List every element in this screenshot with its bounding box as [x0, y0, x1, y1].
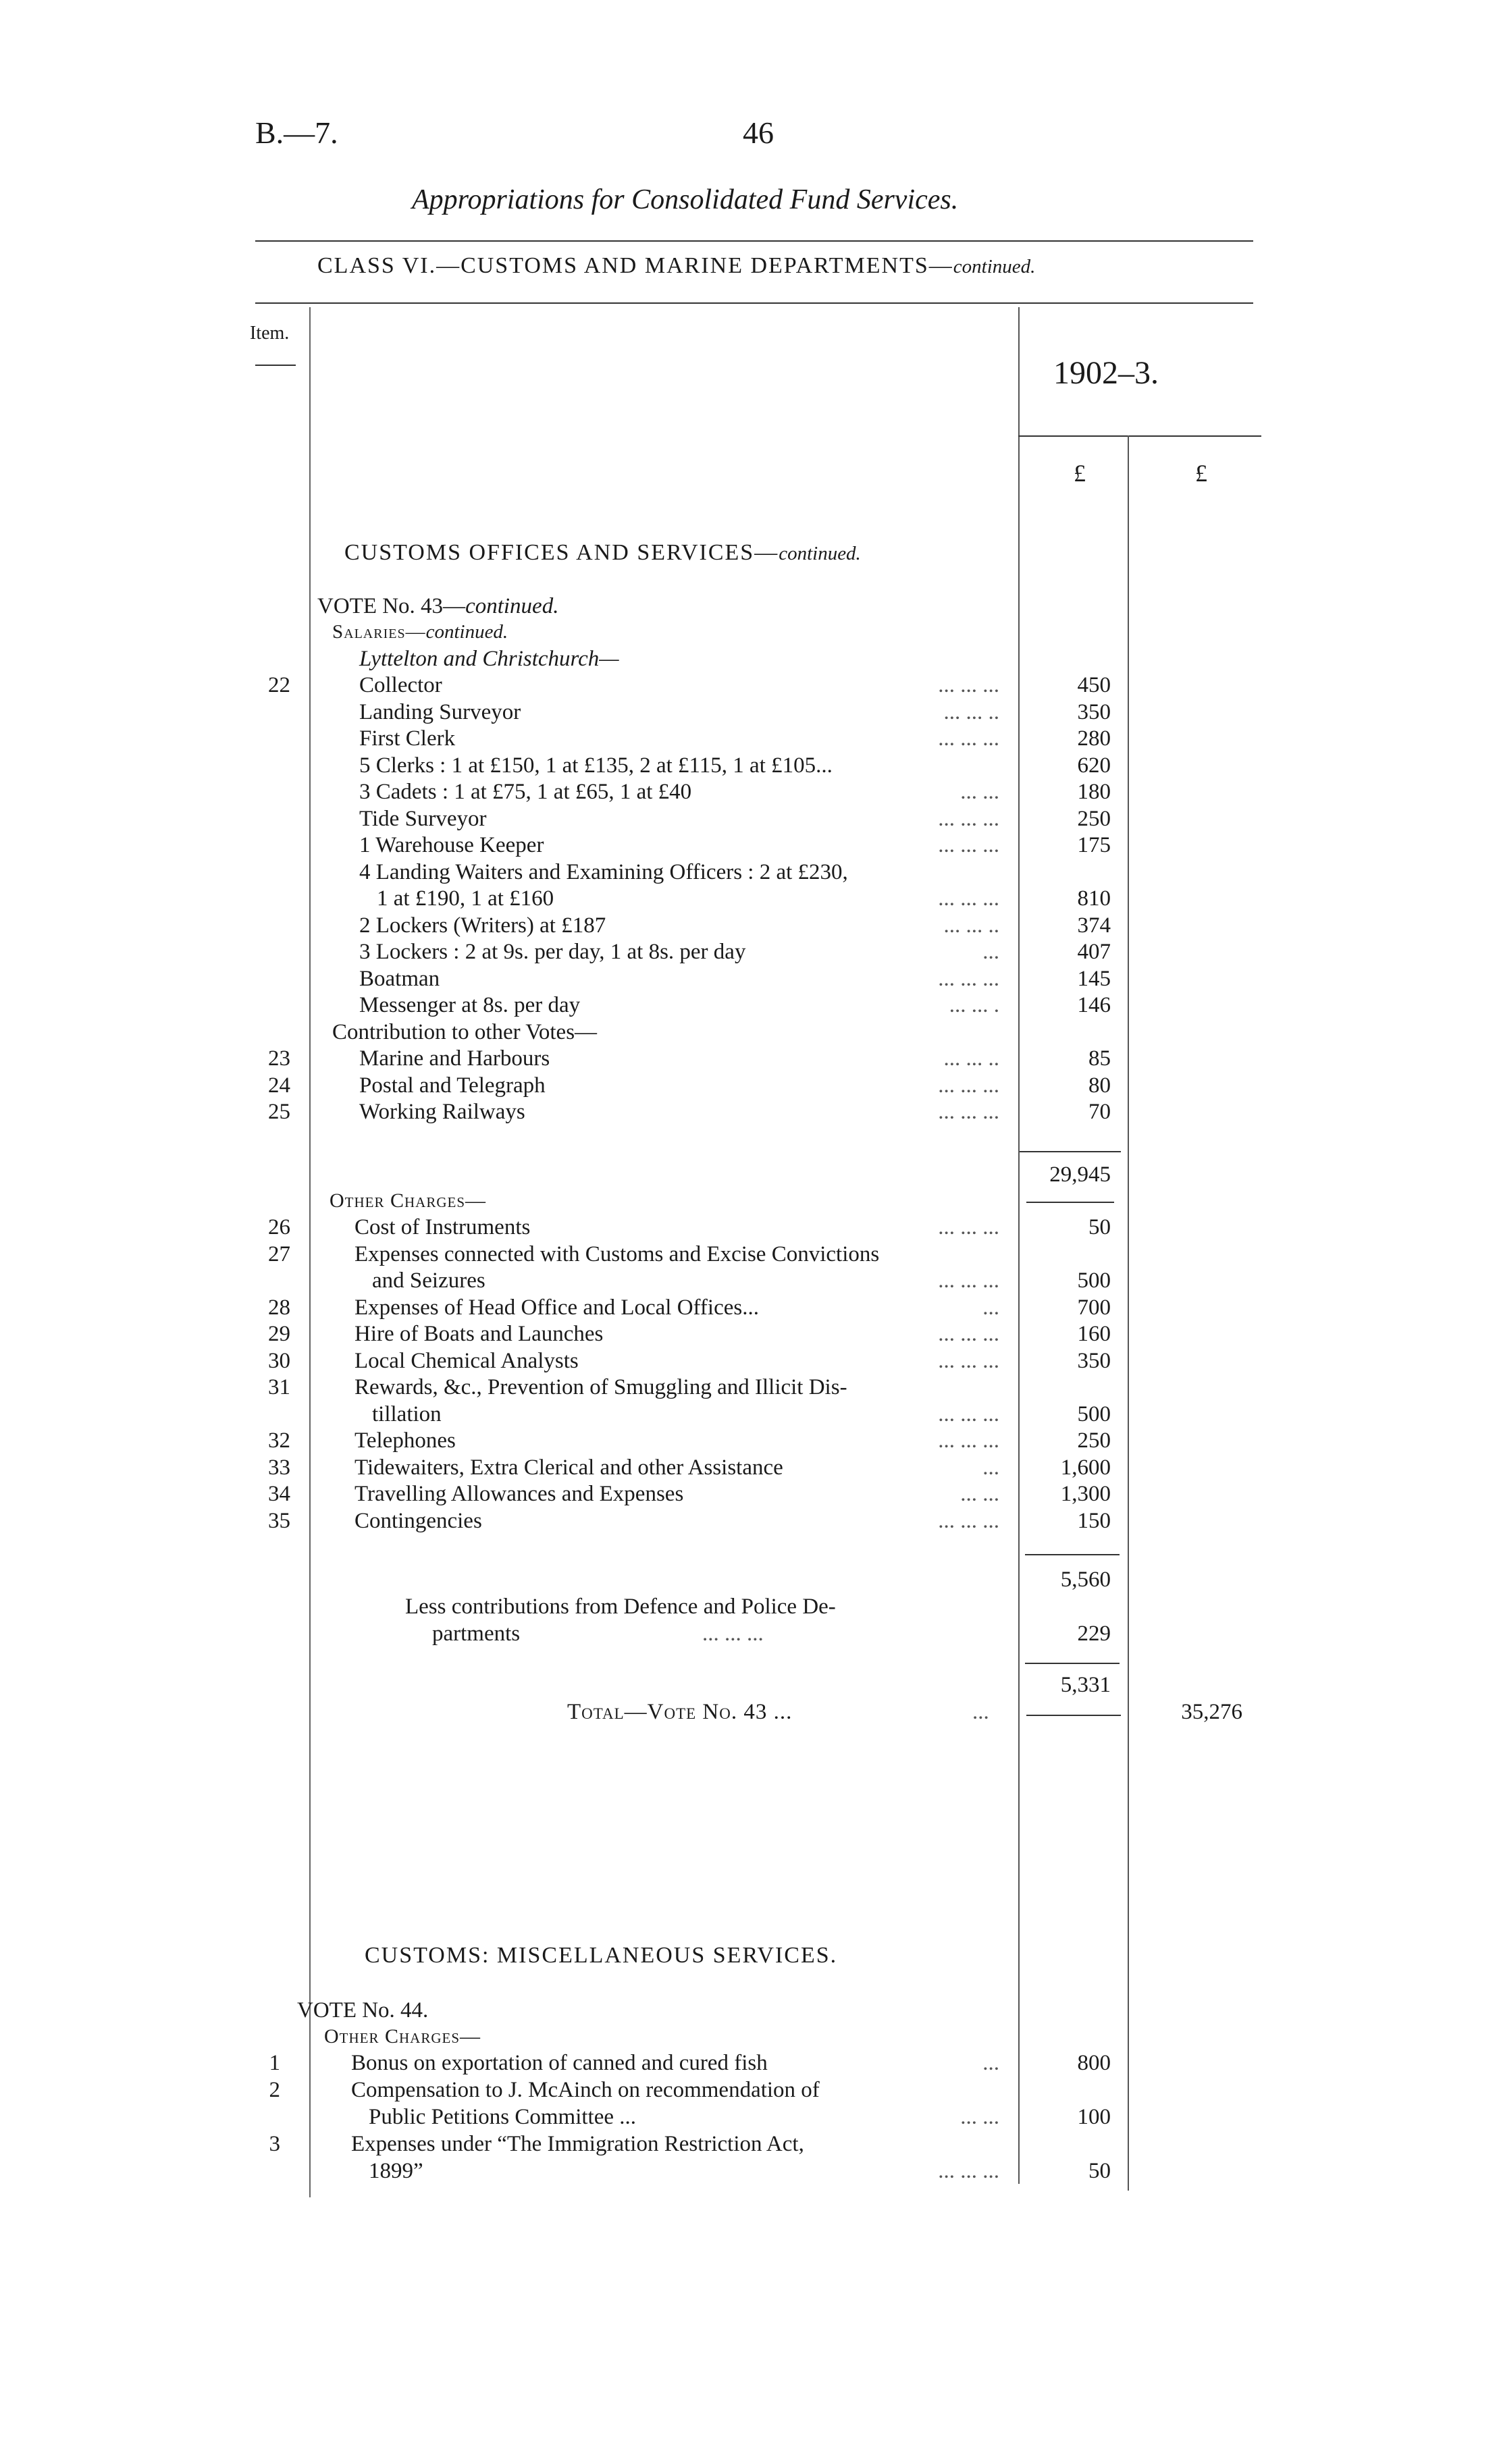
pound-symbol-col2: £	[1195, 460, 1207, 487]
salaries-total-rule-bottom	[1026, 1202, 1114, 1203]
other-subtotal: 5,560	[1060, 1568, 1111, 1592]
less-contributions-line1: Less contributions from Defence and Police De-	[405, 1595, 836, 1619]
row-amount: 700	[1077, 1295, 1111, 1320]
item-number: 35	[268, 1508, 290, 1533]
item-number: 3	[269, 2132, 280, 2156]
row-leader: ... ... ...	[938, 673, 999, 697]
row-description: First Clerk	[359, 726, 456, 751]
item-number: 22	[268, 673, 290, 697]
row-description: 4 Landing Waiters and Examining Officers : 2 at £230,	[359, 859, 848, 884]
salaries-heading	[332, 621, 508, 643]
row-amount: 250	[1077, 1428, 1111, 1453]
page-number: 46	[743, 115, 774, 150]
pound-symbol-col1: £	[1074, 460, 1086, 487]
row-amount: 146	[1077, 993, 1111, 1017]
class-heading	[317, 253, 1035, 279]
row-leader: ... ...	[960, 780, 999, 804]
row-amount: 374	[1077, 913, 1111, 938]
row-amount: 250	[1077, 806, 1111, 831]
row-description: Expenses of Head Office and Local Offices...	[354, 1295, 759, 1320]
row-description: Hire of Boats and Launches	[354, 1322, 604, 1346]
row-description: Rewards, &c., Prevention of Smuggling and Illicit Dis-	[354, 1375, 847, 1399]
amount-column-rule-left	[1018, 307, 1020, 2184]
item-number: 29	[268, 1322, 290, 1346]
total-vote-43-label: Total—Vote No. 43 ...	[567, 1700, 793, 1724]
row-description: Contingencies	[354, 1508, 482, 1533]
row-leader: ... ... ...	[938, 1215, 999, 1239]
row-description: Public Petitions Committee ...	[369, 2105, 636, 2129]
salaries-text: Salaries—	[332, 621, 426, 643]
item-number: 34	[268, 1482, 290, 1506]
row-leader: ...	[982, 940, 999, 964]
row-leader: ... ... ...	[938, 726, 999, 751]
row-description: Collector	[359, 673, 442, 697]
less-contributions-amount: 229	[1077, 1622, 1111, 1646]
item-number: 2	[269, 2078, 280, 2102]
row-description: Postal and Telegraph	[359, 1073, 546, 1098]
row-leader: ... ... ...	[938, 1268, 999, 1293]
row-amount: 350	[1077, 1348, 1111, 1373]
row-description: Expenses connected with Customs and Excise Convictions	[354, 1241, 880, 1266]
row-amount: 145	[1077, 966, 1111, 991]
item-number: 25	[268, 1100, 290, 1124]
row-leader: ... ... .	[949, 993, 999, 1017]
section2-heading: CUSTOMS: MISCELLANEOUS SERVICES.	[365, 1943, 838, 1968]
item-number: 27	[268, 1241, 290, 1266]
section1-heading-suffix: continued.	[779, 543, 861, 564]
row-leader: ...	[982, 2051, 999, 2075]
row-amount: 800	[1077, 2051, 1111, 2075]
header-rule-bottom	[255, 302, 1253, 304]
row-description: Bonus on exportation of canned and cured fish	[351, 2051, 768, 2075]
row-description: Cost of Instruments	[354, 1215, 531, 1239]
row-amount: 50	[1088, 1215, 1111, 1239]
class-heading-suffix: continued.	[953, 256, 1036, 277]
row-description: Marine and Harbours	[359, 1046, 550, 1071]
row-leader: ... ... ...	[938, 806, 999, 831]
row-description: Tide Surveyor	[359, 806, 487, 831]
row-amount: 175	[1077, 833, 1111, 857]
vote-44-other-charges: Other Charges—	[324, 2025, 481, 2047]
total-vote-43-leader: ...	[972, 1700, 989, 1724]
item-number: 23	[268, 1046, 290, 1071]
row-leader: ... ... ...	[938, 1401, 999, 1426]
total-vote-43-rule	[1026, 1715, 1121, 1716]
item-number: 31	[268, 1375, 290, 1399]
item-number: 1	[269, 2051, 280, 2075]
row-description: Expenses under “The Immigration Restriction Act,	[351, 2132, 804, 2156]
row-description: tillation	[372, 1401, 442, 1426]
item-number: 33	[268, 1455, 290, 1480]
row-leader: ...	[982, 1455, 999, 1480]
row-amount: 180	[1077, 780, 1111, 804]
row-leader: ... ... ...	[938, 1508, 999, 1533]
row-amount: 810	[1077, 886, 1111, 911]
other-subtotal-rule	[1025, 1554, 1120, 1555]
salaries-total: 29,945	[1049, 1162, 1111, 1187]
row-leader: ... ... ...	[938, 2159, 999, 2183]
row-amount: 1,300	[1060, 1482, 1111, 1506]
row-description: Messenger at 8s. per day	[359, 993, 581, 1017]
station-heading: Lyttelton and Christchurch—	[359, 647, 619, 671]
row-amount: 70	[1088, 1100, 1111, 1124]
row-leader: ... ... ...	[938, 1073, 999, 1098]
row-amount: 85	[1088, 1046, 1111, 1071]
item-number: 24	[268, 1073, 290, 1098]
row-amount: 620	[1077, 753, 1111, 778]
row-leader: ... ... ..	[943, 913, 999, 938]
item-header-rule	[255, 365, 296, 366]
row-description: 5 Clerks : 1 at £150, 1 at £135, 2 at £115, 1 at £105...	[359, 753, 833, 778]
header-rule-top	[255, 240, 1253, 242]
salaries-total-rule	[1020, 1151, 1121, 1152]
row-amount: 1,600	[1060, 1455, 1111, 1480]
amount-column-rule-mid	[1128, 435, 1129, 2191]
vote-43-text: VOTE No. 43—	[317, 594, 466, 618]
section1-heading-text: CUSTOMS OFFICES AND SERVICES—	[344, 540, 779, 565]
vote-44-heading: VOTE No. 44.	[297, 1998, 429, 2023]
row-description: Local Chemical Analysts	[354, 1348, 579, 1373]
row-leader: ... ... ..	[943, 699, 999, 724]
year-heading: 1902–3.	[1053, 355, 1159, 391]
row-amount: 500	[1077, 1268, 1111, 1293]
row-description: and Seizures	[372, 1268, 485, 1293]
row-leader: ...	[982, 1295, 999, 1320]
year-heading-rule	[1018, 435, 1261, 437]
row-description: Boatman	[359, 966, 440, 991]
row-leader: ... ... ...	[938, 1348, 999, 1373]
row-leader: ... ...	[960, 1482, 999, 1506]
row-description: Tidewaiters, Extra Clerical and other Assistance	[354, 1455, 783, 1480]
row-amount: 450	[1077, 673, 1111, 697]
net-other-rule	[1025, 1663, 1120, 1664]
net-other-charges: 5,331	[1060, 1673, 1111, 1697]
row-amount: 150	[1077, 1508, 1111, 1533]
row-amount: 160	[1077, 1322, 1111, 1346]
row-leader: ... ... ...	[938, 1322, 999, 1346]
row-leader: ... ... ...	[938, 886, 999, 911]
row-leader: ... ... ..	[943, 1046, 999, 1071]
row-amount: 100	[1077, 2105, 1111, 2129]
row-leader: ... ... ...	[938, 966, 999, 991]
less-contributions-leader: ... ... ...	[702, 1622, 764, 1646]
item-number: 30	[268, 1348, 290, 1373]
vote-43-suffix: continued.	[465, 594, 559, 618]
row-description: 1899”	[369, 2159, 423, 2183]
row-description: 1 Warehouse Keeper	[359, 833, 544, 857]
item-column-rule	[309, 307, 311, 2197]
row-leader: ... ... ...	[938, 1428, 999, 1453]
row-amount: 80	[1088, 1073, 1111, 1098]
item-number: 28	[268, 1295, 290, 1320]
page-title: Appropriations for Consolidated Fund Services.	[412, 184, 959, 215]
row-description: 3 Lockers : 2 at 9s. per day, 1 at 8s. per day	[359, 940, 746, 964]
page-reference: B.—7.	[255, 115, 338, 150]
row-description: Travelling Allowances and Expenses	[354, 1482, 684, 1506]
row-leader: ... ... ...	[938, 1100, 999, 1124]
row-amount: 500	[1077, 1401, 1111, 1426]
row-description: Telephones	[354, 1428, 456, 1453]
row-leader: ... ...	[960, 2105, 999, 2129]
row-description: 3 Cadets : 1 at £75, 1 at £65, 1 at £40	[359, 780, 692, 804]
row-description: Working Railways	[359, 1100, 525, 1124]
row-amount: 50	[1088, 2159, 1111, 2183]
row-amount: 350	[1077, 699, 1111, 724]
row-amount: 407	[1077, 940, 1111, 964]
row-description: Landing Surveyor	[359, 699, 521, 724]
row-description: 1 at £190, 1 at £160	[377, 886, 554, 911]
item-number: 32	[268, 1428, 290, 1453]
item-column-header: Item.	[250, 323, 290, 344]
item-number: 26	[268, 1215, 290, 1239]
row-description: 2 Lockers (Writers) at £187	[359, 913, 606, 938]
section1-heading	[344, 540, 861, 566]
salaries-suffix: continued.	[425, 621, 508, 643]
row-description: Contribution to other Votes—	[332, 1019, 598, 1044]
less-contributions-line2: partments	[432, 1622, 521, 1646]
vote-43-heading	[317, 594, 558, 619]
row-description: Compensation to J. McAinch on recommendation of	[351, 2078, 820, 2102]
total-vote-43-amount: 35,276	[1181, 1700, 1242, 1724]
row-amount: 280	[1077, 726, 1111, 751]
class-heading-text: CLASS VI.—CUSTOMS AND MARINE DEPARTMENTS—	[317, 253, 953, 278]
other-charges-heading: Other Charges—	[330, 1189, 487, 1212]
row-leader: ... ... ...	[938, 833, 999, 857]
